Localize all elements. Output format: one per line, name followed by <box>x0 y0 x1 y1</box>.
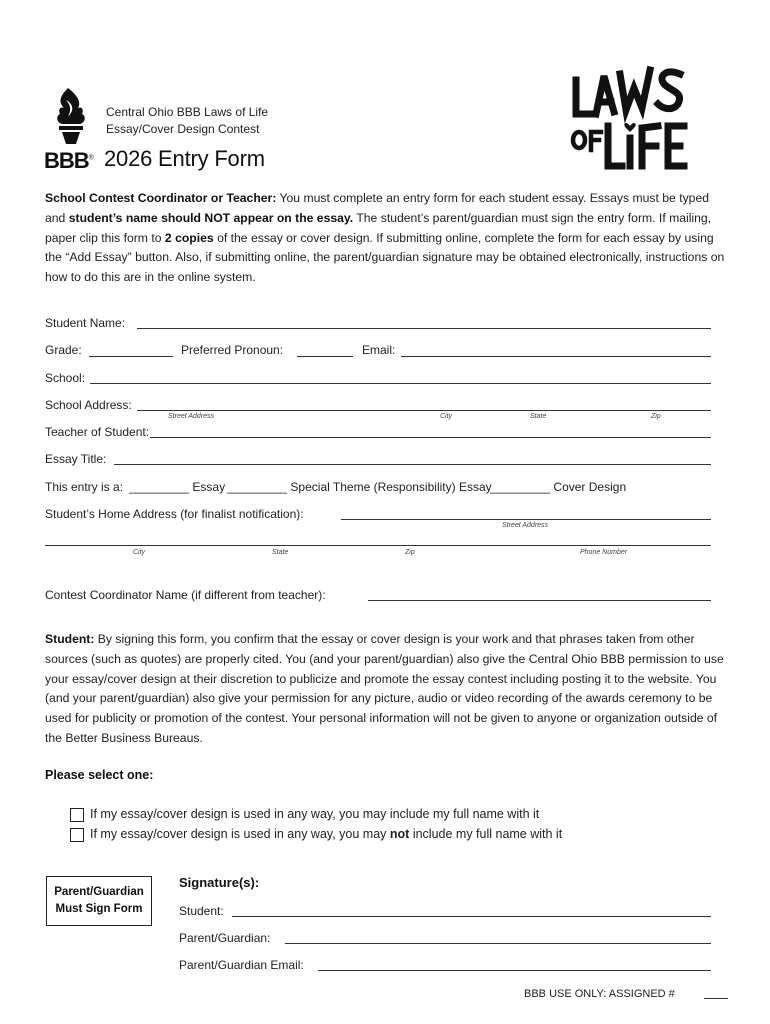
form-title: 2026 Entry Form <box>104 146 265 171</box>
student-signature-label: Student: <box>179 904 224 918</box>
include-name-checkbox[interactable] <box>70 808 84 822</box>
parent-signature-field[interactable] <box>285 943 711 944</box>
pronoun-field[interactable] <box>297 356 353 357</box>
school-city-caption: City <box>440 413 453 420</box>
grade-label: Grade: <box>45 343 82 357</box>
bbb-torch-logo-icon <box>50 86 92 148</box>
student-consent-text: Student: By signing this form, you confirm that the essay or cover design is your work and that phrases taken from other sources (such as quotes) are properly cited. You (and your parent/guardian) also give the Central Ohio BBB permission to use your essay/cover design at their discretion to publicize and promote the essay contest including posting it to the website. You (and your parent/guardian) also give your permission for any picture, audio or video recording of the awards ceremony to be used for publicity or promotion of the contest. Your personal information will not be given to anyone or organization outside of the Better Business Bureaus. <box>45 632 724 745</box>
school-state-caption: State <box>530 413 547 420</box>
entry-cover-design-option[interactable]: _________ Cover Design <box>490 480 627 494</box>
school-zip-caption: Zip <box>651 413 661 420</box>
select-heading: Please select one: <box>45 768 154 782</box>
school-address-label: School Address: <box>45 398 132 412</box>
bbb-wordmark: BBB® <box>44 148 94 173</box>
teacher-label: Teacher of Student: <box>45 425 150 439</box>
exclude-name-option-label: If my essay/cover design is used in any way, you may not include my full name with it <box>90 827 563 841</box>
home-state-caption: State <box>272 549 289 556</box>
school-address-field[interactable] <box>137 410 711 411</box>
org-line-2: Essay/Cover Design Contest <box>106 121 260 136</box>
coordinator-field[interactable] <box>368 600 711 601</box>
grade-field[interactable] <box>89 356 173 357</box>
org-line-1: Central Ohio BBB Laws of Life <box>106 105 269 119</box>
signatures-heading: Signature(s): <box>179 875 260 890</box>
coordinator-label: Contest Coordinator Name (if different from teacher): <box>45 588 326 602</box>
organization-name <box>106 104 268 137</box>
student-signature-field[interactable] <box>232 916 711 917</box>
entry-type-label: This entry is a: <box>45 480 124 494</box>
school-field[interactable] <box>90 383 711 384</box>
pronoun-label: Preferred Pronoun: <box>181 343 284 357</box>
entry-special-theme-option[interactable]: _________ Special Theme (Responsibility) Essay <box>227 480 492 494</box>
entry-essay-option[interactable]: _________ Essay <box>129 480 226 494</box>
student-name-label: Student Name: <box>45 316 126 330</box>
email-field[interactable] <box>401 356 711 357</box>
home-zip-caption: Zip <box>405 549 415 556</box>
coordinator-instructions: School Contest Coordinator or Teacher: You must complete an entry form for each student essay. Essays must be typed and student’s name should NOT appear on the essay. The student’s parent/guardian must sign the entry form. If mailing, paper clip this form to 2 copies of the essay or cover design. If submitting online, complete the form for each essay by using the “Add Essay” button. Also, if submitting online, the parent/guardian signature may be obtained electronically, instructions on how to do this are in the online system. <box>45 191 725 285</box>
exclude-name-checkbox[interactable] <box>70 828 84 842</box>
include-name-option-label: If my essay/cover design is used in any way, you may include my full name with it <box>90 807 540 821</box>
parent-signature-label: Parent/Guardian: <box>179 931 271 945</box>
school-street-caption: Street Address <box>168 413 215 420</box>
home-phone-caption: Phone Number <box>580 549 628 556</box>
essay-title-label: Essay Title: <box>45 452 107 466</box>
student-name-field[interactable] <box>137 328 711 329</box>
home-address-label: Student’s Home Address (for finalist notification): <box>45 507 304 521</box>
assigned-number-field[interactable] <box>704 998 728 999</box>
home-city-caption: City <box>133 549 146 556</box>
parent-must-sign-notice: Parent/Guardian Must Sign Form <box>46 876 152 926</box>
essay-title-field[interactable] <box>114 464 711 465</box>
parent-email-field[interactable] <box>318 970 711 971</box>
home-street-field[interactable] <box>341 519 711 520</box>
parent-email-label: Parent/Guardian Email: <box>179 958 304 972</box>
home-street-caption: Street Address <box>502 522 549 529</box>
laws-of-life-logo <box>568 62 692 178</box>
bbb-use-only-label: BBB USE ONLY: ASSIGNED # <box>524 988 675 1000</box>
email-label: Email: <box>362 343 396 357</box>
home-city-state-zip-phone-field[interactable] <box>45 545 711 546</box>
teacher-field[interactable] <box>150 437 711 438</box>
school-label: School: <box>45 371 86 385</box>
